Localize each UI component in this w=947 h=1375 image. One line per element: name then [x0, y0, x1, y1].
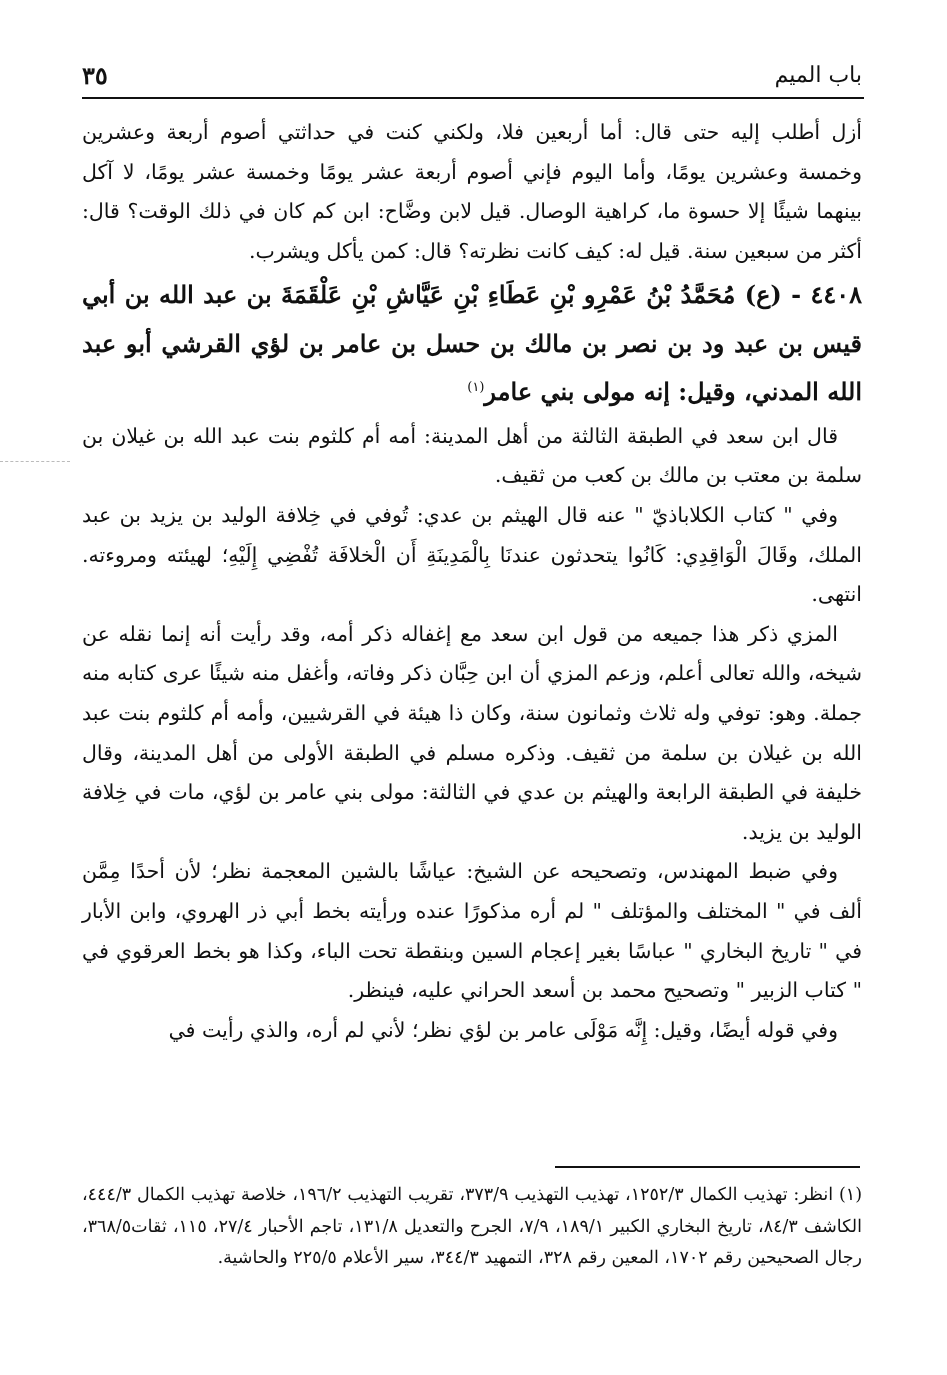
- margin-mark: [0, 461, 70, 462]
- paragraph-4: المزي ذكر هذا جميعه من قول ابن سعد مع إغفاله ذكر أمه، وقد رأيت أنه إنما نقله عن شيخه، والله تعالى أعلم، وزعم المزي أن ابن حِبَّان ذكر وفاته، وأغفل منه شيئًا عرى كتابه منه جملة. وهو: توفي وله ثلاث وثمانون سنة، وكان ذا هيئة في القرشيين، وأمه أم كلثوم بنت عبد الله بن غيلان بن سلمة من ثقيف. وذكره مسلم في الطبقة الأولى من أهل المدينة، وقال خليفة في الطبقة الرابعة والهيثم بن عدي في الثالثة: مولى بني عامر بن لؤي، مات في خِلافة الوليد بن يزيد.: [82, 621, 862, 844]
- paragraph-5: وفي ضبط المهندس، وتصحيحه عن الشيخ: عياشًا بالشين المعجمة نظر؛ لأن أحدًا مِمَّن ألف في " المختلف والمؤتلف " لم أره مذكورًا عنده ورأيته بخط أبي ذر الهروي، وابن الأبار في " تاريخ البخاري " عباسًا بغير إعجام السين وبنقطة تحت الباء، وكذا هو بخط العرقوي في " كتاب الزبير " وتصحيح محمد بن أسعد الحراني عليه، فينظر.: [82, 859, 862, 1003]
- entry-heading-text: ٤٤٠٨ - (ع) مُحَمَّدُ بْنُ عَمْرِو بْنِ عَطَاءِ بْنِ عَيَّاشِ بْنِ عَلْقَمَةَ بن عبد الله بن أبي قيس بن عبد ود بن نصر بن مالك بن حسل بن عامر بن لؤي القرشي أبو عبد الله المدني، وقيل: إنه مولى بني عامر: [82, 280, 862, 407]
- paragraph-6: وفي قوله أيضًا، وقيل: إِنَّه مَوْلَى عامر بن لؤي نظر؛ لأني لم أره، والذي رأيت في: [168, 1017, 838, 1042]
- footnote-ref[interactable]: (١): [467, 380, 485, 396]
- paragraph-3: وفي " كتاب الكلاباذيّ " عنه قال الهيثم بن عدي: تُوفي في خِلافة الوليد بن يزيد بن عبد الملك، وقَالَ الْوَاقِدِي: كَانُوا يتحدثون عندنَا بِالْمَدِينَةِ أَن الْخلافَة تُفْضِي إِلَيْهِ؛ لهيئته ومروءته. انتهى.: [82, 503, 862, 607]
- page-number: ٣٥: [82, 61, 108, 90]
- footnote-1: (١) انظر: تهذيب الكمال ١٢٥٢/٣، تهذيب التهذيب ٣٧٣/٩، تقريب التهذيب ١٩٦/٢، خلاصة تهذيب الكمال ٤٤٤/٣، الكاشف ٨٤/٣، تاريخ البخاري الكبير ١٨٩/١، ٧/٩، الجرح والتعديل ١٣١/٨، تاجم الأحبار ٢٧/٤، ١١٥، ثقات٣٦٨/٥، رجال الصحيحين رقم ١٧٠٢، المعين رقم ٣٢٨، التمهيد ٣٤٤/٣، سير الأعلام ٢٢٥/٥ والحاشية.: [82, 1185, 863, 1268]
- paragraph-1: أزل أطلب إليه حتى قال: أما أربعين فلا، ولكني كنت في حداثتي أصوم أربعة وعشرين وخمسة وعشرين يومًا، وأما اليوم فإني أصوم أربعة عشر يومًا وخمسة عشر يومًا، لا آكل بينهما شيئًا إلا حسوة ما، كراهية الوصال. قيل لابن وضَّاح: ابن كم كان في ذلك الوقت؟ قال: أكثر من سبعين سنة. قيل له: كيف كانت نظرته؟ قال: كمن يأكل ويشرب.: [82, 120, 862, 263]
- header-rule: [82, 97, 864, 99]
- page-header: [82, 58, 862, 94]
- main-text: [82, 113, 862, 1050]
- paragraph-2: قال ابن سعد في الطبقة الثالثة من أهل المدينة: أمه أم كلثوم بنت عبد الله بن غيلان بن سلمة بن معتب بن مالك بن كعب من ثقيف.: [82, 423, 862, 488]
- footnote-rule: [555, 1166, 860, 1168]
- footnotes: [82, 1180, 862, 1275]
- section-title: باب الميم: [774, 63, 862, 88]
- entry-heading: [82, 271, 862, 417]
